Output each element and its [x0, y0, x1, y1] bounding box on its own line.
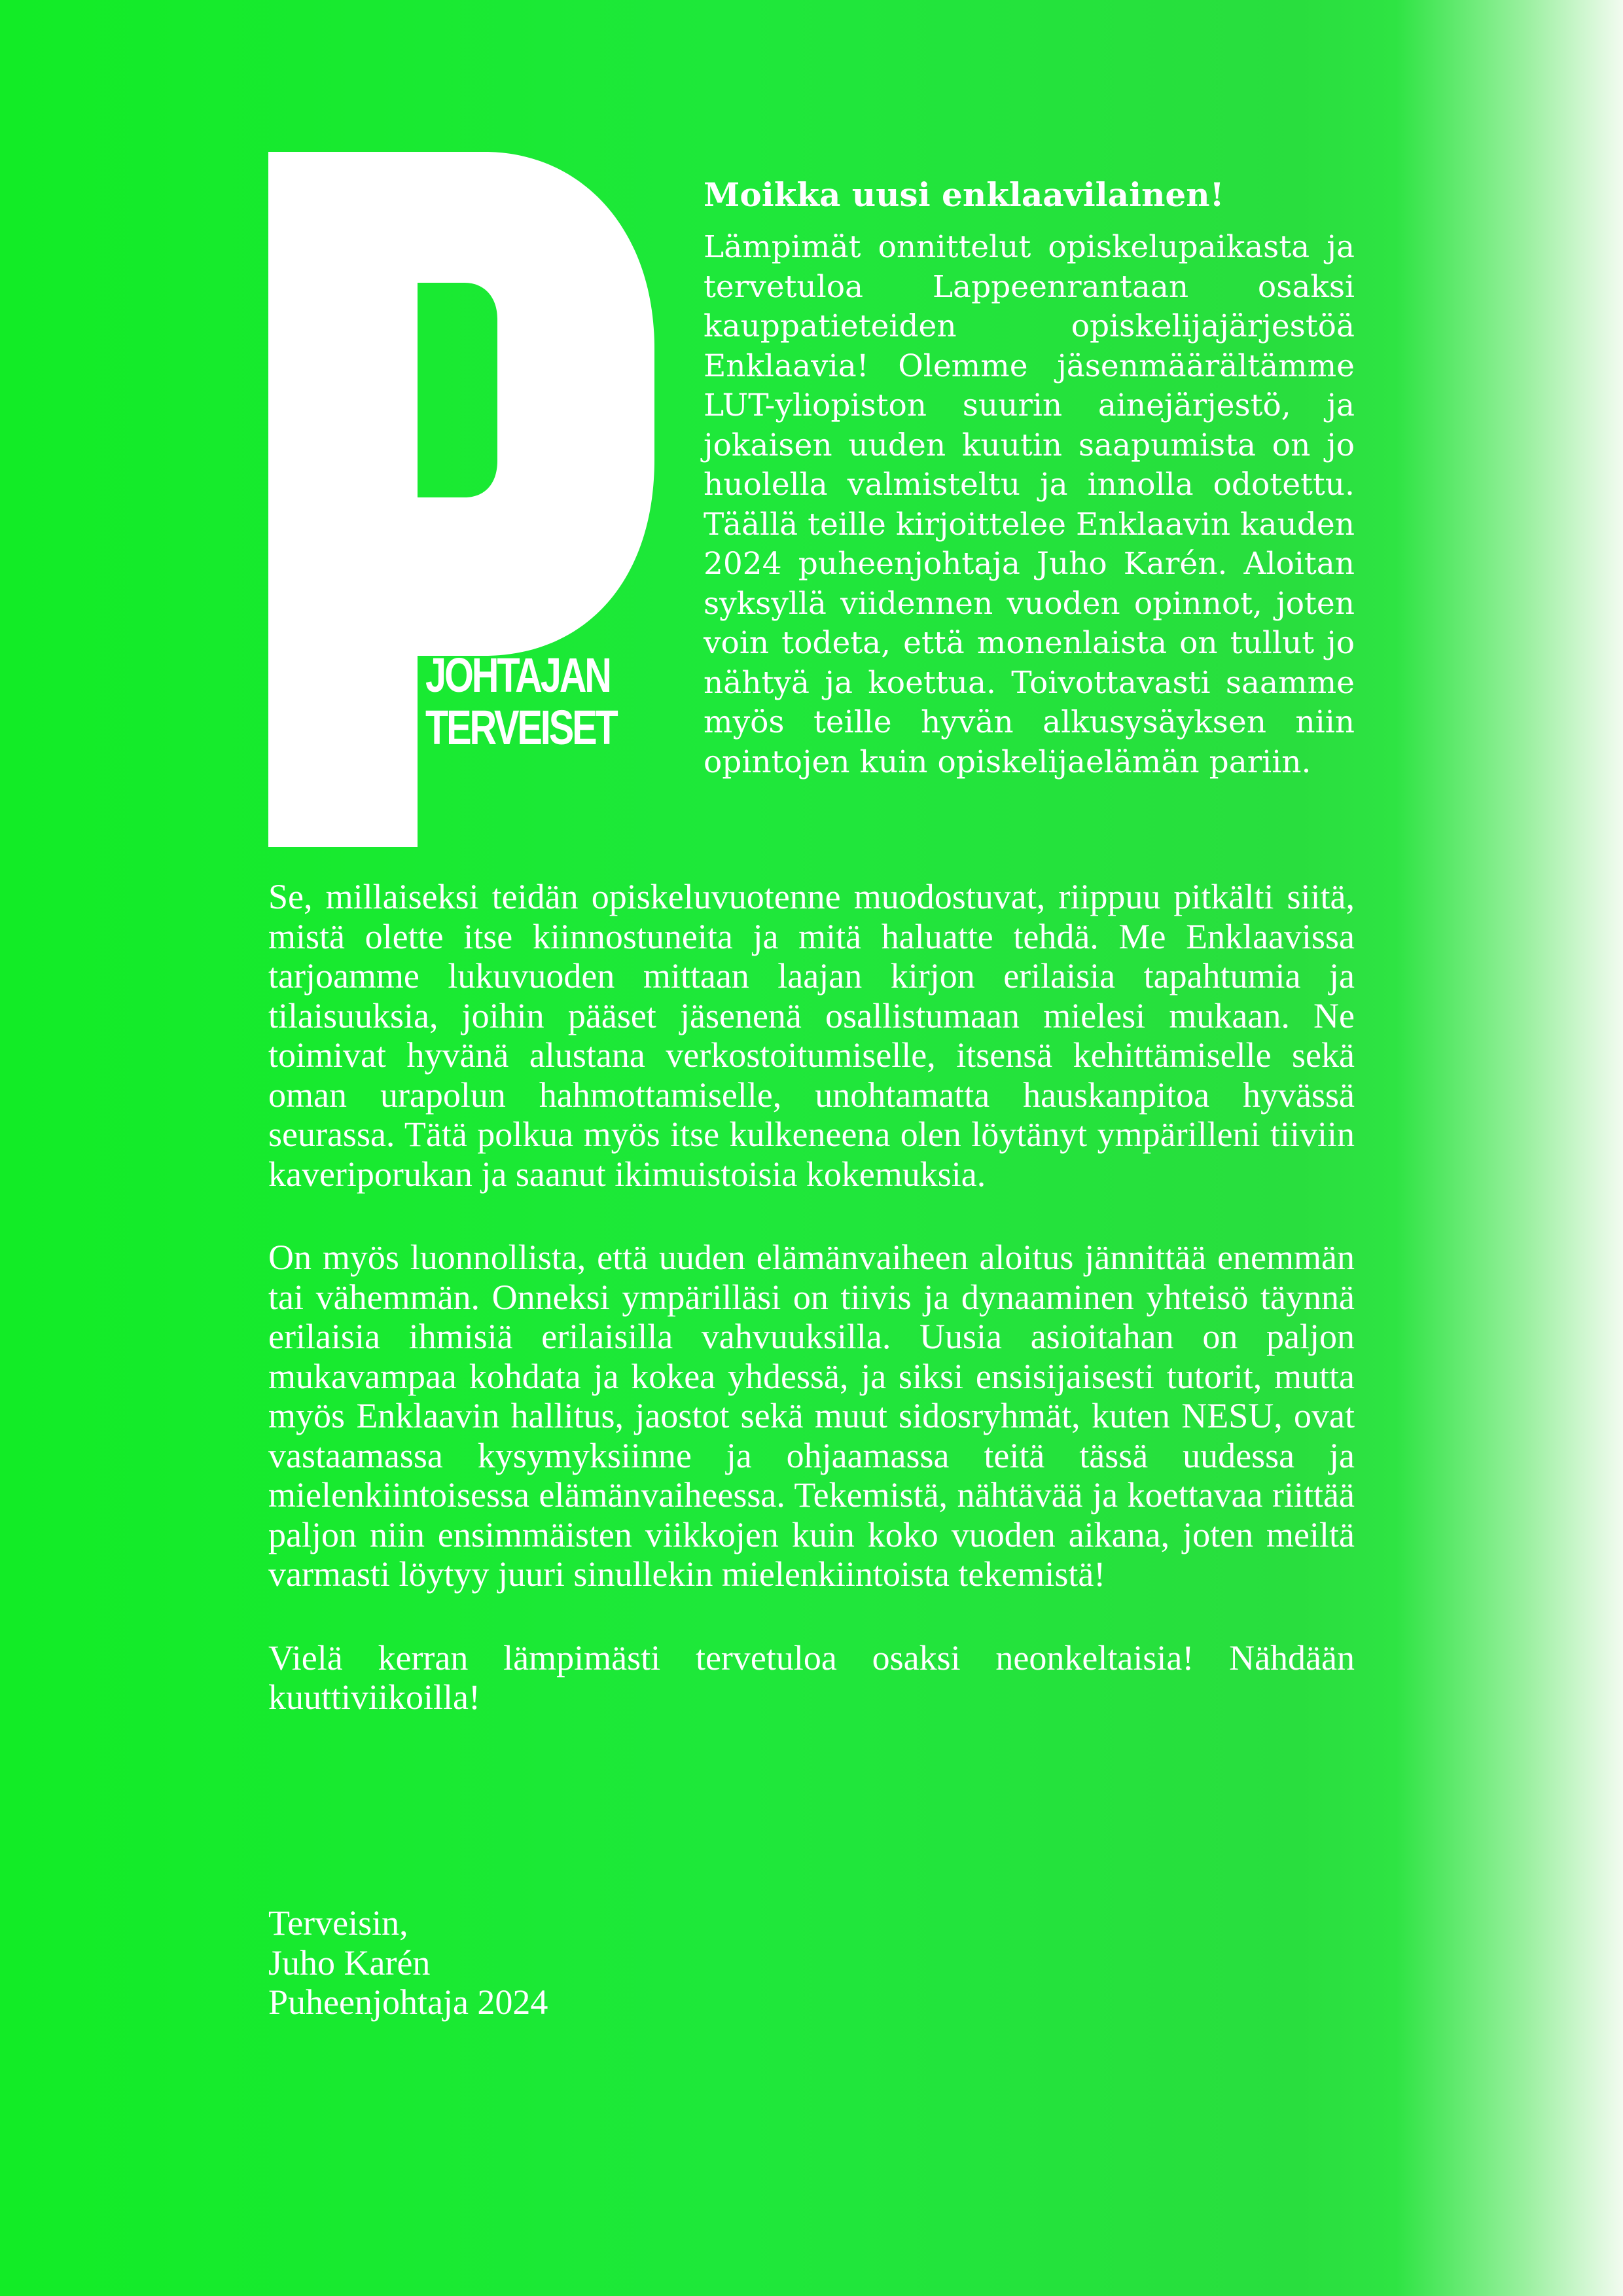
- caption-line-3: TERVEISET: [425, 700, 616, 755]
- body-text: [268, 877, 1355, 1761]
- body-paragraph-2: On myös luonnollista, että uuden elämänvaiheen aloitus jännittää enemmän tai vähemmän. Onneksi ympärilläsi on tiivis ja dynaaminen yhteisö täynnä erilaisia ihmisiä erilaisilla vahvuuksilla. Uusia asioitahan on paljon mukavampaa kohdata ja kokea yhdessä, ja siksi ensisijaisesti tutorit, mutta myös Enklaavin hallitus, jaostot sekä muut sidosryhmät, kuten NESU, ovat vastaamassa kysymyksiinne ja ohjaamassa teitä tässä uudessa ja mielenkiintoisessa elämänvaiheessa. Tekemistä, nähtävää ja koettavaa riittää paljon niin ensimmäisten viikkojen kuin koko vuoden aikana, joten meiltä varmasti löytyy juuri sinullekin mielenkiintoista tekemistä!: [268, 1238, 1355, 1594]
- intro-paragraph: Lämpimät onnittelut opiskelupaikasta ja tervetuloa Lappeenrantaan osaksi kauppatieteiden opiskelijajärjestöä Enklaavia! Olemme jäsenmäärältämme LUT-yliopiston suurin ainejärjestö, ja jokaisen uuden kuutin saapumista on jo huolella valmisteltu ja innolla odotettu. Täällä teille kirjoittelee Enklaavin kauden 2024 puheenjohtaja Juho Karén. Aloitan syksyllä viidennen vuoden opinnot, joten voin todeta, että monenlaista on tullut jo nähtyä ja koettua. Toivottavasti saamme myös teille hyvän alkusysäyksen niin opintojen kuin opiskelijaelämän pariin.: [704, 229, 1355, 780]
- signature-block: [268, 1903, 1054, 2022]
- signature-greeting: Terveisin,: [268, 1903, 408, 1943]
- intro-section: [704, 169, 1355, 782]
- caption-line-2: JOHTAJAN: [425, 648, 610, 702]
- signature-role: Puheenjohtaja 2024: [268, 1982, 548, 2022]
- p-caption: [425, 596, 616, 755]
- signature-name: Juho Karén: [268, 1943, 431, 1982]
- body-paragraph-3: Vielä kerran lämpimästi tervetuloa osaksi neonkeltaisia! Nähdään kuuttiviikoilla!: [268, 1638, 1355, 1717]
- greeting-heading: Moikka uusi enklaavilainen!: [704, 175, 1224, 214]
- body-paragraph-1: Se, millaiseksi teidän opiskeluvuotenne muodostuvat, riippuu pitkälti siitä, mistä olette itse kiinnostuneita ja mitä haluatte tehdä. Me Enklaavissa tarjoamme lukuvuoden mittaan laajan kirjon erilaisia tapahtumia ja tilaisuuksia, joihin pääset jäsenenä osallistumaan mielesi mukaan. Ne toimivat hyvänä alustana verkostoitumiselle, itsensä kehittämiselle sekä oman urapolun hahmottamiselle, unohtamatta hauskanpitoa hyvässä seurassa. Tätä polkua myös itse kulkeneena olen löytänyt ympärilleni tiiviin kaveriporukan ja saanut ikimuistoisia kokemuksia.: [268, 877, 1355, 1194]
- caption-line-1: UHEEN-: [425, 596, 558, 650]
